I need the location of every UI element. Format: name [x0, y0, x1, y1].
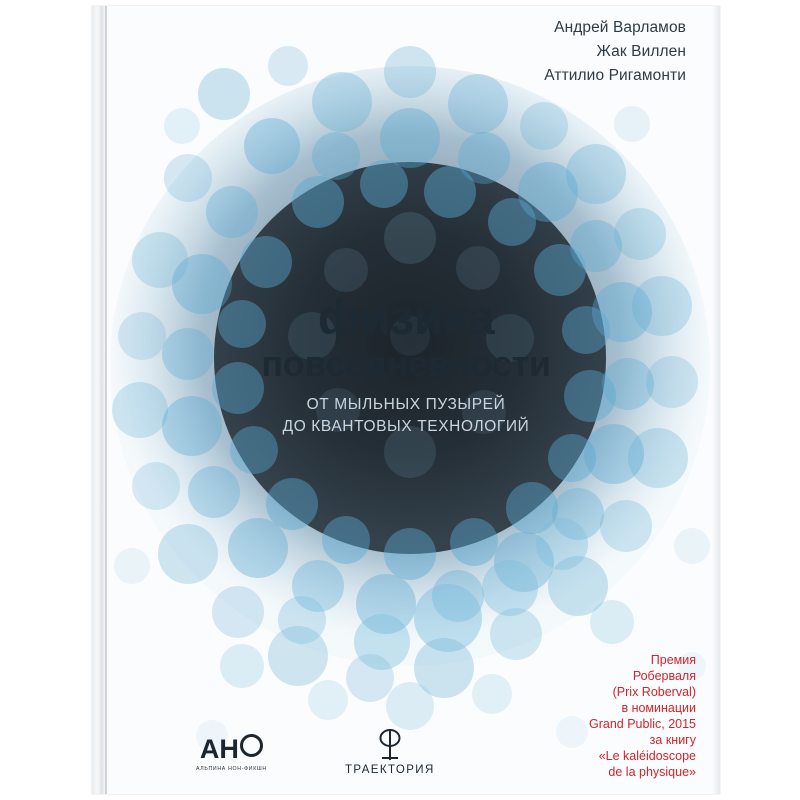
award-line-2: Роберваля — [632, 669, 696, 683]
award-line-7: «Le kaléidoscope — [598, 749, 696, 763]
award-line-8: de la physique» — [608, 765, 696, 779]
publisher-logo-traektoria — [345, 727, 435, 776]
alpina-mark-text: АН — [199, 734, 239, 764]
author-list — [544, 16, 686, 88]
alpina-subtitle: АЛЬПИНА НОН-ФИКШН — [196, 766, 267, 772]
alpina-mark — [196, 734, 267, 763]
alpina-circle-glyph — [240, 734, 263, 757]
traektoria-glyph-icon — [345, 727, 435, 761]
book-subtitle — [92, 394, 720, 439]
book-cover — [92, 6, 720, 794]
award-line-4: в номинации — [621, 701, 696, 715]
award-line-3: (Prix Roberval) — [612, 685, 696, 699]
publisher-logo-alpina — [196, 734, 267, 772]
award-line-5: Grand Public, 2015 — [588, 717, 696, 731]
subtitle-line-2: ДО КВАНТОВЫХ ТЕХНОЛОГИЙ — [282, 418, 530, 436]
traektoria-name: ТРАЕКТОРИЯ — [345, 764, 435, 776]
author-name-3: Аттилио Ригамонти — [544, 67, 686, 85]
book-title-main: физика — [317, 291, 495, 345]
award-note — [506, 652, 696, 780]
author-name-2: Жак Виллен — [596, 43, 686, 61]
author-name-1: Андрей Варламов — [554, 19, 686, 36]
title-block — [92, 291, 720, 439]
subtitle-line-1: ОТ МЫЛЬНЫХ ПУЗЫРЕЙ — [306, 396, 506, 414]
book-title-sub: повседневности — [261, 343, 551, 385]
award-line-6: за книгу — [649, 733, 696, 747]
award-line-1: Премия — [650, 653, 696, 667]
